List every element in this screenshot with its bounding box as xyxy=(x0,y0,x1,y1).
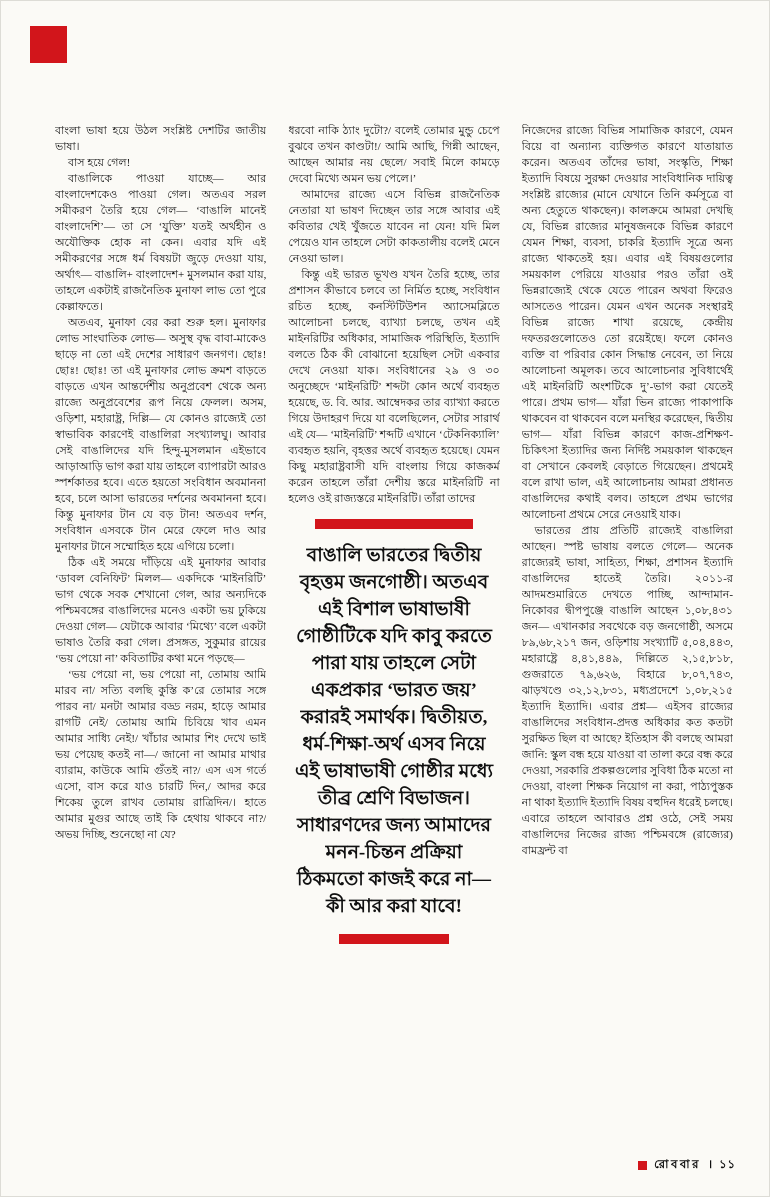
body-paragraph: ঠিক এই সময়ে দাঁড়িয়ে এই মুনাফার আবার ‘ডাবল বেনিফিট’ মিলল— একদিকে ‘মাইনরিটি’ ভাগ থেকে সবক শেখানো গেল, আর অন্যদিকে পশ্চিমবঙ্গের বাঙালিদের মনেও একটা ভয় ঢুকিয়ে দেওয়া গেল— যেটাকে আবার ‘মিথ্যে’ বলে একটা ভাষাও তৈরি করা গেল। প্রসঙ্গত, সুকুমার রায়ের ‘ভয় পেয়ো না’ কবিতাটির কথা মনে পড়ছে— xyxy=(55,557,267,665)
article-column-2 xyxy=(288,123,499,1155)
footer-separator: । xyxy=(707,1159,713,1171)
footer-red-marker xyxy=(638,1161,647,1170)
body-paragraph: কিন্তু এই ভারত ভূখণ্ড যখন তৈরি হচ্ছে, তার প্রশাসন কীভাবে চলবে তা নির্মিত হচ্ছে, সংবিধান রচিত হচ্ছে, কনস্টিটিউশন অ্যাসেমব্লিতে আলোচনা চলছে, ব্যাখ্যা চলছে, তখন এই মাইনরিটির অধিকার, সামাজিক পরিস্থিতি, ইত্যাদি বলতে ঠিক কী বোঝানো হয়েছিল সেটা একবার দেখে নেওয়া যাক। সংবিধানের ২৯ ও ৩০ অনুচ্ছেদে ‘মাইনরিটি’ শব্দটা কোন অর্থে ব্যবহৃত হয়েছে, ড. বি. আর. আম্বেদকর তার ব্যাখ্যা করতে গিয়ে উদাহরণ দিয়ে যা বলেছিলেন, সেটার সারার্থ এই যে— ‘মাইনরিটি’ শব্দটি এখানে ‘টেকনিক্যালি’ ব্যবহৃত হয়নি, বৃহত্তর অর্থে ব্যবহৃত হয়েছে। যেমন কিছু মহারাষ্ট্রবাসী যদি বাংলায় গিয়ে কাজকর্ম করেন তাহলে তাঁরা দেশীয় স্তরে মাইনরিটি না হলেও ওই রাজ্যস্তরে মাইনরিটি। তাঁরা তাদের xyxy=(288,269,500,505)
pull-quote xyxy=(288,519,499,944)
masthead-label: রোববার xyxy=(654,1159,701,1171)
pull-quote-text: বাঙালি ভারতের দ্বিতীয় বৃহত্তম জনগোষ্ঠী। অতএব এই বিশাল ভাষাভাষী গোষ্ঠীটিকে যদি কাবু করতে পারা যায় তাহলে সেটা একপ্রকার ‘ভারত জয়’ করারই সমার্থক। দ্বিতীয়ত, ধর্ম-শিক্ষা-অর্থ এসব নিয়ে এই ভাষাভাষী গোষ্ঠীর মধ্যে তীব্র শ্রেণি বিভাজন। সাধারণদের জন্য আমাদের মনন-চিন্তন প্রক্রিয়া ঠিকমতো কাজই করে না— কী আর করা যাবে! xyxy=(294,545,494,917)
body-paragraph: নিজেদের রাজ্যে বিভিন্ন সামাজিক কারণে, যেমন বিয়ে বা অন্যান্য ব্যক্তিগত কারণে যাতায়াত করেন। অতএব তাঁদের ভাষা, সংস্কৃতি, শিক্ষা ইত্যাদি বিষয়ে সুরক্ষা দেওয়ার সাংবিধানিক দায়িত্ব সংশ্লিষ্ট রাজ্যের (মানে যেখানে তিনি কর্মসূত্রে বা অন্য হেতুতে থাকছেন)। কালক্রমে আমরা দেখছি যে, বিভিন্ন রাজ্যের মানুষজনকে বিভিন্ন কারণে যেমন শিক্ষা, ব্যবসা, চাকরি ইত্যাদি সূত্রে অন্য রাজ্যে থাকতেই হয়। এবার এই বিষয়গুলোর সময়কাল পেরিয়ে যাওয়ার পরও তাঁরা ওই ভিন্নরাজ্যেই থেকে যেতে পারেন অথবা ফিরেও আসতেও পারেন। যেমন এখন অনেক সংস্থারই বিভিন্ন রাজ্যে শাখা রয়েছে, কেন্দ্রীয় দফতরগুলোতেও তো রয়েইছে। ফলে কোনও ব্যক্তি বা পরিবার কোন সিদ্ধান্ত নেবেন, তা নিয়ে আলোচনা অমূলক। তবে আলোচনার সুবিধার্থেই এই মাইনরিটি অংশটিকে দু’-ভাগ করা যেতেই পারে। প্রথম ভাগ— যাঁরা ভিন রাজ্যে পাকাপাকি থাকবেন বা থাকবেন বলে মনস্থির করেছেন, দ্বিতীয় ভাগ— যাঁরা বিভিন্ন কারণে কাজ-প্রশিক্ষণ-চিকিৎসা ইত্যাদির জন্য নির্দিষ্ট সময়কাল থাকছেন বা সেখানে কেবলই বেড়াতে গিয়েছেন। প্রথমেই বলে রাখা ভাল, এই আলোচনায় আমরা প্রধানত বাঙালিদের কথাই বলব। তাহলে প্রথম ভাগের আলোচনা প্রথমে সেরে নেওয়াই যাক। xyxy=(521,125,733,521)
red-corner-marker xyxy=(30,26,67,63)
article-body xyxy=(55,123,733,1155)
body-paragraph: ভারতের প্রায় প্রতিটি রাজ্যেই বাঙালিরা আছেন। স্পষ্ট ভাষায় বলতে গেলে— অনেক রাজ্যেরই ভাষা, সাহিত্য, শিক্ষা, প্রশাসন ইত্যাদি বাঙালিদের হাতেই তৈরি। ২০১১-র আদমশুমারিতে দেখতে পাচ্ছি, আন্দামান-নিকোবর দ্বীপপুঞ্জে বাঙালি আছেন ১,০৮,৪৩১ জন— এখানকার সবথেকে বড় জনগোষ্ঠী, অসমে ৮৯,৬৮,২১৭ জন, ওড়িশায় সংখ্যাটি ৫,০৪,৪৪৩, মহারাষ্ট্রে ৪,৪১,৪৪৯, দিল্লিতে ২,১৫,৮১৮, গুজরাতে ৭৯,৬২৬, বিহারে ৮,০৭,৭৪৩, ঝাড়খণ্ডে ৩২,১২,৮৩১, মধ্যপ্রদেশে ১,০৮,২১৫ ইত্যাদি ইত্যাদি। এবার প্রশ্ন— এইসব রাজ্যের বাঙালিদের সংবিধান-প্রদত্ত অধিকার কত কতটা সুরক্ষিত ছিল বা আছে? ইতিহাস কী বলছে আমরা জানি: স্কুল বন্ধ হয়ে যাওয়া বা তালা করে বন্ধ করে দেওয়া, সরকারি প্রকল্পগুলোর সুবিধা ঠিক মতো না দেওয়া, বাংলা শিক্ষক নিয়োগ না করা, পাঠ্যপুস্তক না থাকা ইত্যাদি ইত্যাদি বিষয় বহুদিন ধরেই চলছে। এবারে তাহলে আবারও প্রশ্ন ওঠে, সেই সময় বাঙালিদের নিজের রাজ্য পশ্চিমবঙ্গে (রাজ্যের) বামফ্রন্ট বা xyxy=(521,525,733,857)
article-column-3 xyxy=(522,123,733,1155)
pull-quote-rule-bottom xyxy=(339,934,449,944)
body-paragraph: আমাদের রাজ্যে এসে বিভিন্ন রাজনৈতিক নেতারা যা ভাষণ দিচ্ছেন তার সঙ্গে আবার এই কবিতার খেই খুঁজতে যাবেন না যেন! যদি মিল পেয়েও যান তাহলে সেটা কাকতালীয় বলেই মেনে নেওয়া ভাল। xyxy=(288,189,500,265)
body-paragraph: অতএব, মুনাফা বের করা শুরু হল। মুনাফার লোভ সাংঘাতিক লোভ— অসুস্থ বৃদ্ধ বাবা-মাকেও ছাড়ে না তো এই দেশের সাধারণ জনগণ। ছোঃ! ছোঃ! ছোঃ! তা এই মুনাফার লোভ ক্রমশ বাড়তে বাড়তে এখন আন্তর্দেশীয় অনুপ্রবেশ থেকে অন্য রাজ্যে অনুপ্রবেশের রূপ নিয়ে ফেলল। অসম, ওড়িশা, মহারাষ্ট্র, দিল্লি— যে কোনও রাজ্যেই তো স্বাভাবিক কারণেই বাঙালিরা সংখ্যালঘু। আবার সেই বাঙালিদের যদি হিন্দু-মুসলমান এইভাবে আড়াআড়ি ভাগ করা যায় তাহলে ব্যাপারটা আরও স্পর্শকাতর হবে। এতে হয়তো সংবিধান অবমাননা হবে, চলে আসা ভারতের দর্শনের অবমাননা হবে। কিন্তু মুনাফার টান যে বড় টান! অতএব দর্শন, সংবিধান এসবকে টান মেরে ফেলে দাও আর মুনাফার টানে সম্মোহিত হয়ে এগিয়ে চলো। xyxy=(55,317,267,553)
article-column-1 xyxy=(55,123,266,1155)
body-paragraph: বাঙালিকে পাওয়া যাচ্ছে— আর বাংলাদেশকেও পাওয়া গেল। অতএব সরল সমীকরণ তৈরি হয়ে গেল— ‘বাঙালি মানেই বাংলাদেশি’— তা সে ‘যুক্তি’ যতই অর্থহীন ও অযৌক্তিক হোক না কেন। এবার যদি এই সমীকরণের সঙ্গে ধর্ম বিষয়টা জুড়ে দেওয়া যায়, অর্থাৎ— বাঙালি+ বাংলাদেশ+ মুসলমান করা যায়, তাহলে একটাই রাজনৈতিক মুনাফা লাভ তো পুরে কেল্লাফতে। xyxy=(55,173,267,313)
body-paragraph: বাস হয়ে গেল! xyxy=(68,157,131,169)
poem-quote-paragraph: ‘ভয় পেয়ো না, ভয় পেয়ো না, তোমায় আমি মারব না/ সত্যি বলছি কুস্তি ক’রে তোমার সঙ্গে পারব না/ মনটা আমার বড্ড নরম, হাড়ে আমার রাগটি নেই/ তোমায় আমি চিবিয়ে খাব এমন আমার সাধ্যি নেই!/ খাঁচার আমার শিং দেখে ভাই ভয় পেয়েছ কতই না—/ জানো না আমার মাথার ব্যারাম, কাউকে আমি গুঁতই না?/ এস এস গর্তে এসো, বাস করে যাও চারটি দিন,/ আদর করে শিকেয় তুলে রাখব তোমায় রাত্রিদিন/। হাতে আমার মুগুর আছে তাই কি হেথায় থাকবে না?/ অভয় দিচ্ছি, শুনেছো না যে? xyxy=(55,669,267,841)
page-number: ১১ xyxy=(719,1159,736,1171)
page-footer xyxy=(638,1156,736,1175)
pull-quote-rule-top xyxy=(315,519,473,529)
poem-quote-paragraph: ধরবো নাকি ঠ্যাং দুটো?/ বলেই তোমার মুন্ডু চেপে বুঝবে তখন কাণ্ডটা!/ আমি আছি, গিন্নী আছেন, আছেন আমার নয় ছেলে/ সবাই মিলে কামড়ে দেবো মিথ্যে অমন ভয় পেলে।’ xyxy=(288,125,500,185)
body-paragraph: বাংলা ভাষা হয়ে উঠল সংশ্লিষ্ট দেশটির জাতীয় ভাষা। xyxy=(55,125,267,153)
